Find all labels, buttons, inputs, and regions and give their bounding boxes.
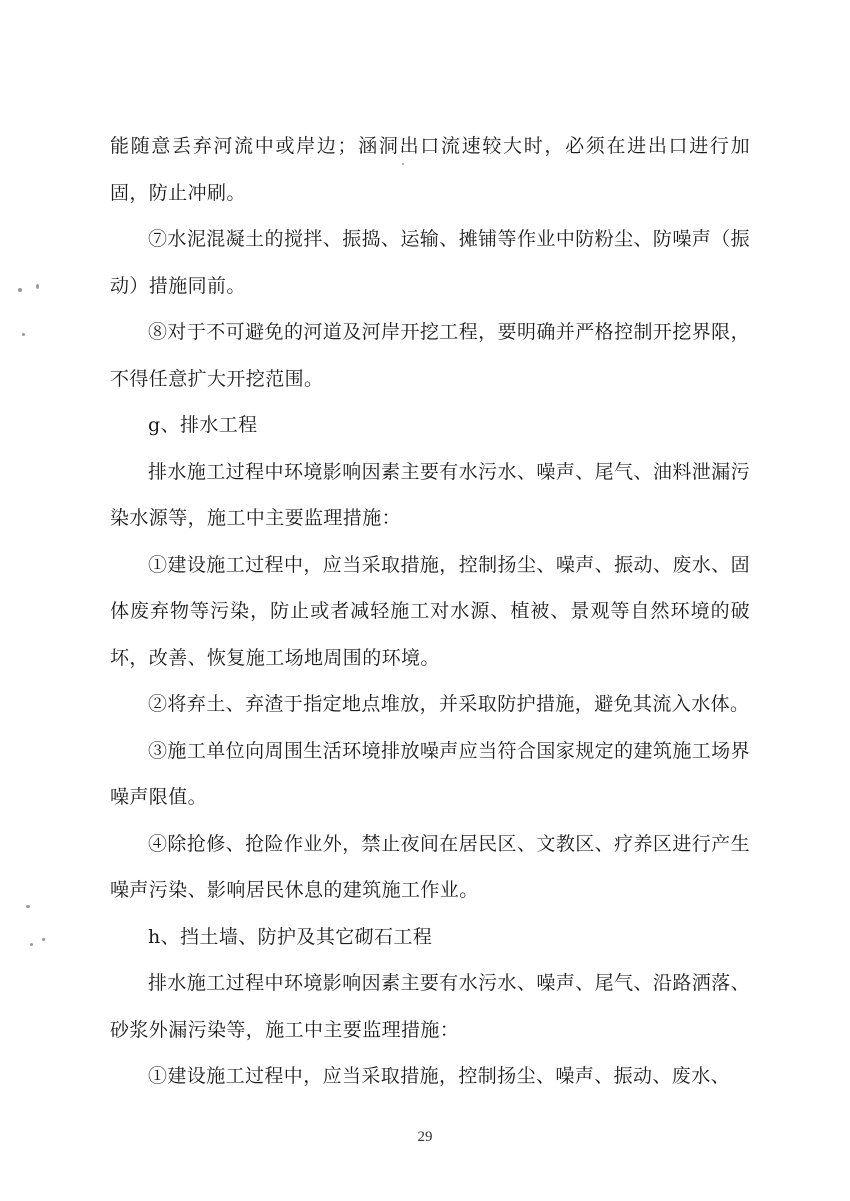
paragraph: ④除抢修、抢险作业外，禁止夜间在居民区、文教区、疗养区进行产生噪声污染、影响居民休息的建筑施工作业。 xyxy=(110,832,750,901)
scan-speck xyxy=(18,288,22,292)
paragraph: ①建设施工过程中，应当采取措施，控制扬尘、噪声、振动、废水、 xyxy=(148,1065,731,1087)
document-body xyxy=(110,123,750,1100)
section-heading: h、挡土墙、防护及其它砌石工程 xyxy=(148,925,433,948)
scan-speck xyxy=(30,943,33,946)
scan-speck xyxy=(36,284,39,289)
paragraph: 排水施工过程中环境影响因素主要有水污水、噪声、尾气、油料泄漏污染水源等，施工中主要监理措施： xyxy=(110,460,750,529)
paragraph: 排水施工过程中环境影响因素主要有水污水、噪声、尾气、沿路洒落、砂浆外漏污染等，施工中主要监理措施： xyxy=(110,972,750,1041)
scan-speck xyxy=(26,905,30,908)
scan-speck xyxy=(42,938,45,941)
paragraph: ②将弃土、弃渣于指定地点堆放，并采取防护措施，避免其流入水体。 xyxy=(148,693,750,715)
scan-speck xyxy=(22,333,25,336)
paragraph: ⑦水泥混凝土的搅拌、振捣、运输、摊铺等作业中防粉尘、防噪声（振动）措施同前。 xyxy=(110,228,750,297)
page-number: 29 xyxy=(417,1129,433,1145)
paragraph: 能随意丢弃河流中或岸边；涵洞出口流速较大时，必须在进出口进行加固，防止冲刷。 xyxy=(110,135,750,204)
paragraph: ⑧对于不可避免的河道及河岸开挖工程，要明确并严格控制开挖界限，不得任意扩大开挖范围。 xyxy=(110,321,750,390)
paragraph: ③施工单位向周围生活环境排放噪声应当符合国家规定的建筑施工场界噪声限值。 xyxy=(110,739,750,808)
section-heading: g、排水工程 xyxy=(148,414,258,436)
paragraph: ①建设施工过程中，应当采取措施，控制扬尘、噪声、振动、废水、固体废弃物等污染，防止或者减轻施工对水源、植被、景观等自然环境的破坏，改善、恢复施工场地周围的环境。 xyxy=(110,553,750,669)
